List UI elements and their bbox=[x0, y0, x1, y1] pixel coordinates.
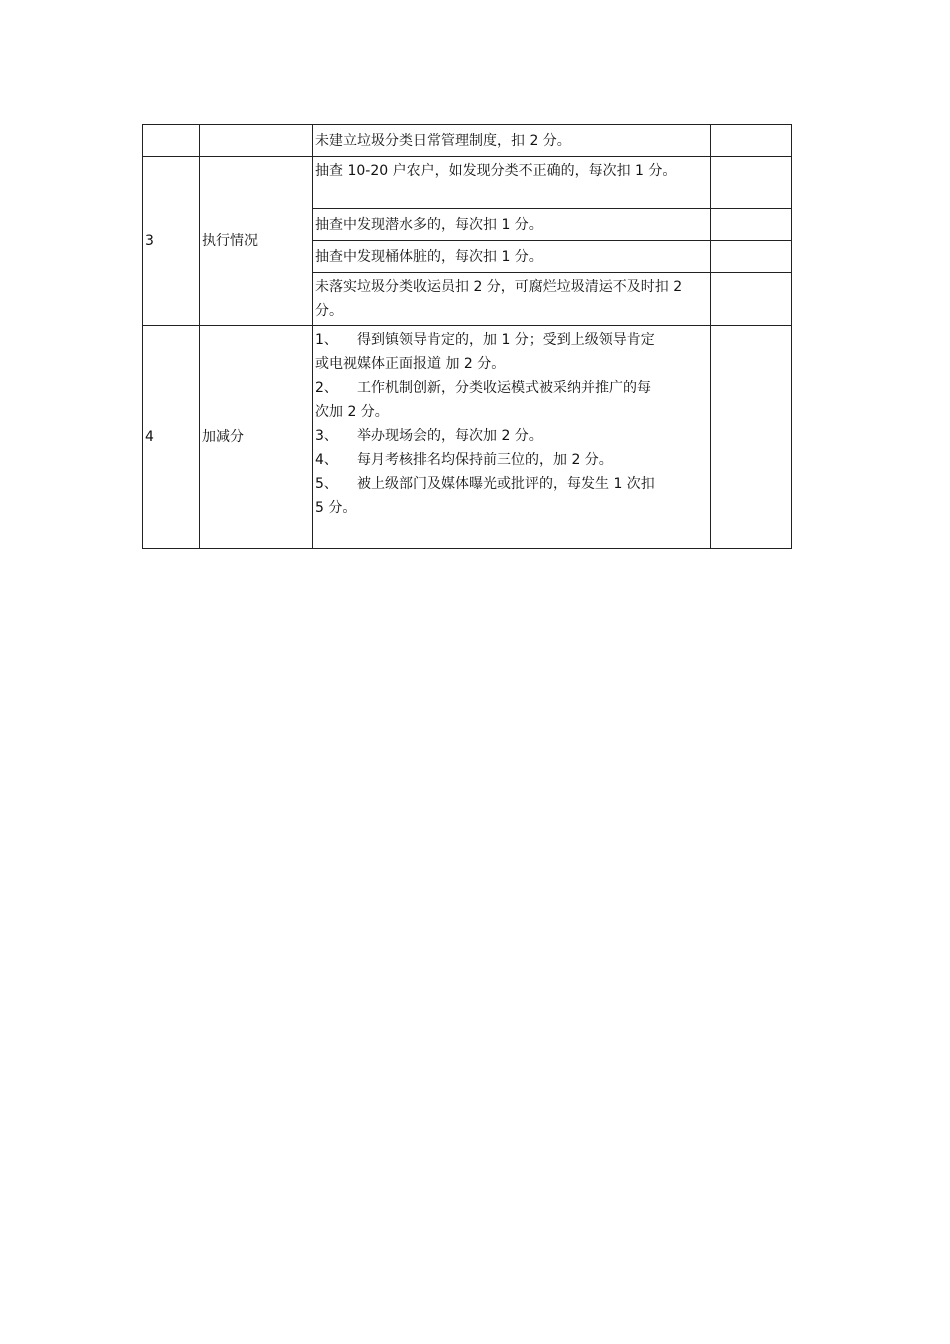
list-item bbox=[315, 448, 708, 472]
row-item bbox=[200, 125, 313, 157]
criteria-cell: 未建立垃圾分类日常管理制度，扣 2 分。 bbox=[313, 125, 711, 157]
list-text-continued: 次加 2 分。 bbox=[315, 404, 389, 420]
list-number: 5、 bbox=[315, 476, 338, 492]
list-item bbox=[315, 376, 708, 400]
list-number: 2、 bbox=[315, 380, 338, 396]
row-item: 执行情况 bbox=[200, 157, 313, 326]
criteria-cell: 未落实垃圾分类收运员扣 2 分，可腐烂垃圾清运不及时扣 2 分。 bbox=[313, 273, 711, 326]
score-cell bbox=[711, 125, 792, 157]
score-cell bbox=[711, 241, 792, 273]
list-item bbox=[315, 472, 708, 496]
list-item bbox=[315, 328, 708, 352]
score-cell bbox=[711, 326, 792, 549]
list-text: 得到镇领导肯定的，加 1 分；受到上级领导肯定 bbox=[357, 332, 655, 348]
list-text: 举办现场会的，每次加 2 分。 bbox=[357, 428, 543, 444]
list-text-continued: 或电视媒体正面报道 加 2 分。 bbox=[315, 356, 506, 372]
list-number: 1、 bbox=[315, 332, 338, 348]
row-number: 4 bbox=[143, 326, 200, 549]
table-row bbox=[143, 125, 792, 157]
list-number: 4、 bbox=[315, 452, 338, 468]
list-text-continued: 5 分。 bbox=[315, 500, 357, 516]
list-text: 工作机制创新，分类收运模式被采纳并推广的每 bbox=[357, 380, 651, 396]
scoring-table bbox=[142, 124, 792, 549]
table-row bbox=[143, 157, 792, 209]
table-row bbox=[143, 326, 792, 549]
row-number bbox=[143, 125, 200, 157]
list-text: 被上级部门及媒体曝光或批评的，每发生 1 次扣 bbox=[357, 476, 655, 492]
list-item bbox=[315, 424, 708, 448]
row-item: 加减分 bbox=[200, 326, 313, 549]
score-cell bbox=[711, 209, 792, 241]
criteria-cell: 抽查 10-20 户农户，如发现分类不正确的，每次扣 1 分。 bbox=[313, 157, 711, 209]
criteria-cell: 抽查中发现潜水多的，每次扣 1 分。 bbox=[313, 209, 711, 241]
list-number: 3、 bbox=[315, 428, 338, 444]
score-cell bbox=[711, 157, 792, 209]
score-cell bbox=[711, 273, 792, 326]
criteria-cell: 抽查中发现桶体脏的，每次扣 1 分。 bbox=[313, 241, 711, 273]
list-text: 每月考核排名均保持前三位的，加 2 分。 bbox=[357, 452, 613, 468]
scoring-table-container bbox=[142, 124, 792, 549]
row-number: 3 bbox=[143, 157, 200, 326]
criteria-list-cell bbox=[313, 326, 711, 549]
